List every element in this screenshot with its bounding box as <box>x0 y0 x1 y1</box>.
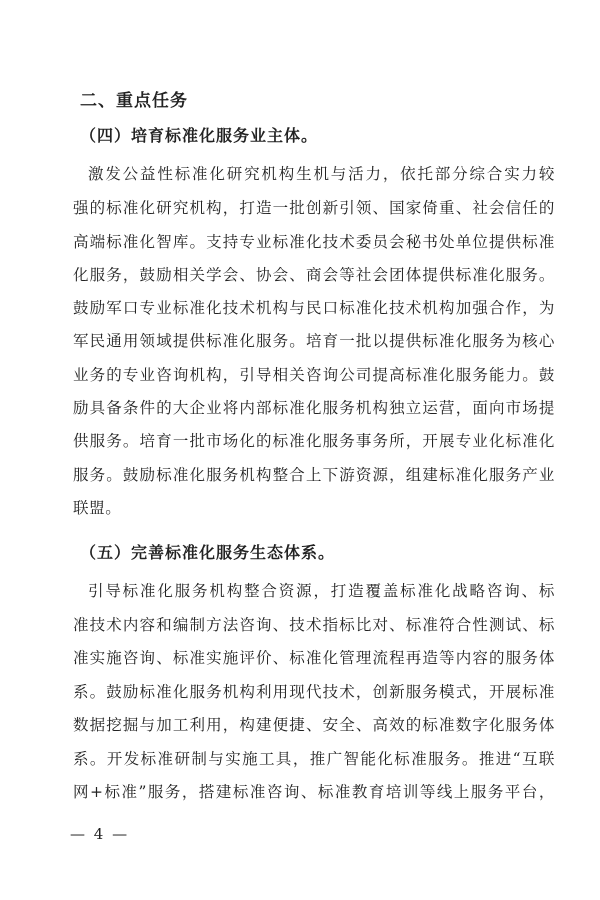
paragraph-line: 军民通用领域提供标准化服务。培育一批以提供标准化服务为核心 <box>73 332 555 350</box>
paragraph-line: 高端标准化智库。支持专业标准化技术委员会秘书处单位提供标准 <box>73 233 555 251</box>
paragraph-line: 强的标准化研究机构，打造一批创新引领、国家倚重、社会信任的 <box>73 199 555 217</box>
paragraph-line: 服务。鼓励标准化服务机构整合上下游资源，组建标准化服务产业 <box>73 466 555 484</box>
paragraph-line: 系。开发标准研制与实施工具，推广智能化标准服务。推进“互联 <box>73 750 555 768</box>
paragraph-line: 网+标准”服务，搭建标准咨询、标准教育培训等线上服务平台， <box>73 783 555 801</box>
page-number: — 4 — <box>70 825 130 843</box>
paragraph-line: 准实施咨询、标准实施评价、标准化管理流程再造等内容的服务体 <box>73 649 555 667</box>
paragraph-line: 激发公益性标准化研究机构生机与活力，依托部分综合实力较 <box>88 165 555 183</box>
paragraph-line: 引导标准化服务机构整合资源，打造覆盖标准化战略咨询、标 <box>88 582 555 600</box>
paragraph-line: 联盟。 <box>73 499 122 517</box>
paragraph-line: 数据挖掘与加工利用，构建便捷、安全、高效的标准数字化服务体 <box>73 716 555 734</box>
paragraph-line: 供服务。培育一批市场化的标准化服务事务所，开展专业化标准化 <box>73 432 555 450</box>
paragraph-line: 系。鼓励标准化服务机构利用现代技术，创新服务模式，开展标准 <box>73 683 555 701</box>
subsection-4-title: （四）培育标准化服务业主体。 <box>80 126 319 145</box>
subsection-5-title: （五）完善标准化服务生态体系。 <box>80 543 336 562</box>
paragraph-line: 化服务，鼓励相关学会、协会、商会等社会团体提供标准化服务。 <box>73 266 555 284</box>
paragraph-line: 励具备条件的大企业将内部标准化服务机构独立运营，面向市场提 <box>73 399 555 417</box>
paragraph-line: 鼓励军口专业标准化技术机构与民口标准化技术机构加强合作，为 <box>73 299 555 317</box>
paragraph-line: 业务的专业咨询机构，引导相关咨询公司提高标准化服务能力。鼓 <box>73 366 555 384</box>
paragraph-line: 准技术内容和编制方法咨询、技术指标比对、标准符合性测试、标 <box>73 616 555 634</box>
section-heading: 二、重点任务 <box>80 91 188 111</box>
